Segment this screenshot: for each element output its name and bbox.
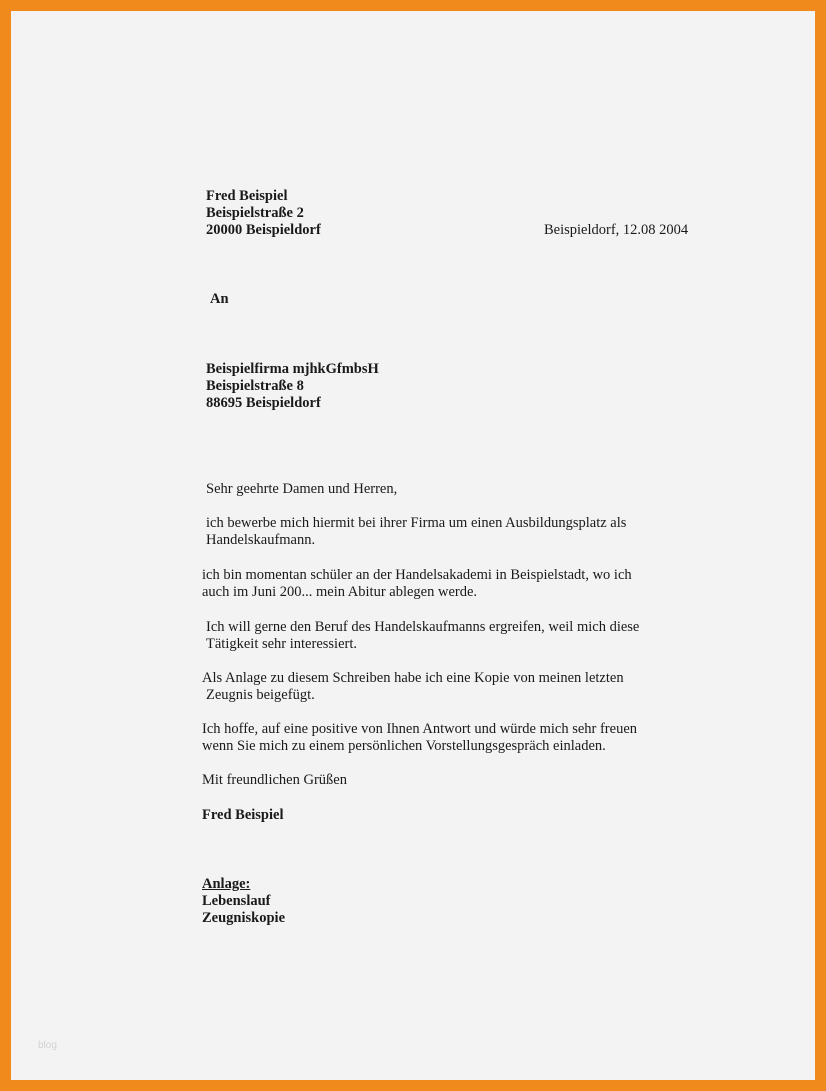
letter-page <box>11 11 815 1080</box>
paragraph-1-line-1: ich bewerbe mich hiermit bei ihrer Firma um einen Ausbildungsplatz als <box>206 515 627 531</box>
date-line: Beispieldorf, 12.08 2004 <box>544 222 689 238</box>
watermark: blog <box>38 1040 57 1051</box>
closing: Mit freundlichen Grüßen <box>202 772 347 788</box>
paragraph-3-line-2: Tätigkeit sehr interessiert. <box>206 636 357 652</box>
recipient-street: Beispielstraße 8 <box>206 378 304 394</box>
sender-city: 20000 Beispieldorf <box>206 222 321 238</box>
signature: Fred Beispiel <box>202 807 284 823</box>
sender-street: Beispielstraße 2 <box>206 205 304 221</box>
paragraph-3-line-1: Ich will gerne den Beruf des Handelskaufmanns ergreifen, weil mich diese <box>206 619 640 635</box>
paragraph-5-line-2: wenn Sie mich zu einem persönlichen Vorstellungsgespräch einladen. <box>202 738 606 754</box>
sender-name: Fred Beispiel <box>206 188 288 204</box>
recipient-city: 88695 Beispieldorf <box>206 395 321 411</box>
paragraph-2-line-1: ich bin momentan schüler an der Handelsakademi in Beispielstadt, wo ich <box>202 567 632 583</box>
recipient-company: Beispielfirma mjhkGfmbsH <box>206 361 379 377</box>
paragraph-4-line-2: Zeugnis beigefügt. <box>206 687 315 703</box>
paragraph-1-line-2: Handelskaufmann. <box>206 532 316 548</box>
attachments-heading: Anlage: <box>202 876 251 892</box>
paragraph-4-line-1: Als Anlage zu diesem Schreiben habe ich eine Kopie von meinen letzten <box>202 670 624 686</box>
attachment-item: Zeugniskopie <box>202 910 285 926</box>
paragraph-5-line-1: Ich hoffe, auf eine positive von Ihnen Antwort und würde mich sehr freuen <box>202 721 638 737</box>
attachment-item: Lebenslauf <box>202 893 271 909</box>
salutation: Sehr geehrte Damen und Herren, <box>206 481 398 497</box>
recipient-label: An <box>210 291 229 307</box>
paragraph-2-line-2: auch im Juni 200... mein Abitur ablegen werde. <box>202 584 478 600</box>
